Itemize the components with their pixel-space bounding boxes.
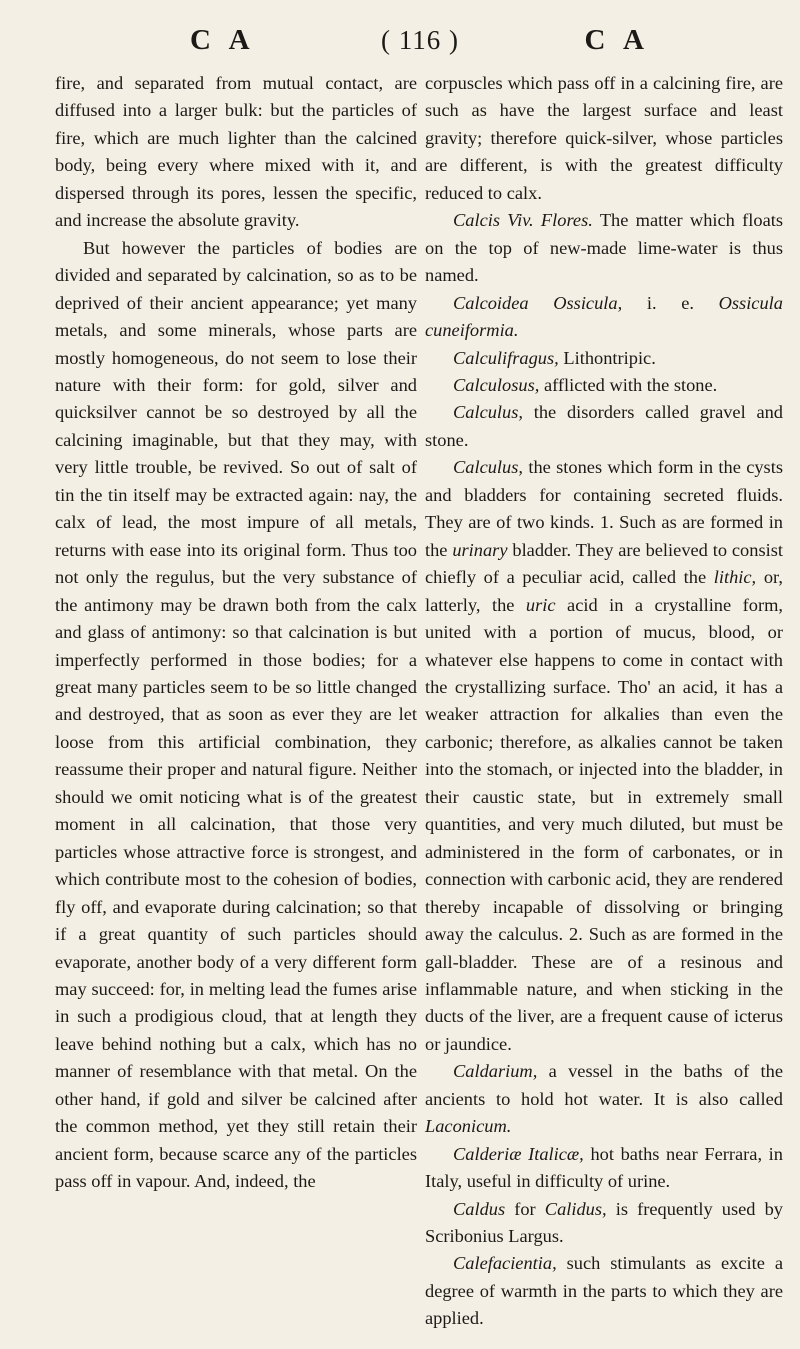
entry-term: Calcis Viv. Flores. <box>453 210 593 231</box>
entry-calcoidea: Calcoidea Ossicula, i. e. Ossicula cuneiformia. <box>425 292 783 341</box>
running-head-right: C A <box>584 23 650 56</box>
right-paragraph-continuation: corpuscles which pass off in a calcining fire, are such as have the largest surface and least gravity; therefore quick-silver, whose particles are different, is with the greatest difficulty reduced to calx. <box>425 73 783 203</box>
entry-calefacientia: Calefacientia, such stimulants as excite a degree of warmth in the parts to which they are applied. <box>425 1253 783 1329</box>
entry-term: Calculifragus, <box>453 347 559 368</box>
entry-caldarium: Caldarium, a vessel in the baths of the ancients to hold hot water. It is also called Laconicum. <box>425 1061 783 1137</box>
entry-term: Calderiæ Italicæ, <box>453 1143 584 1164</box>
entry-calculus-gravel: Calculus, the disorders called gravel and stone. <box>425 402 783 450</box>
left-paragraph-continuation: fire, and separated from mutual contact, are diffused into a larger bulk: but the particles of fire, which are much lighter than the calcined body, being every where mixed with it, and dispersed through its pores, lessen the specific, and increase the absolute gravity. <box>55 73 417 231</box>
entry-term: Calefacientia, <box>453 1253 557 1274</box>
running-head-left: C A <box>190 23 256 56</box>
entry-term: Calculus, <box>453 457 523 478</box>
entry-term: Calcoidea Ossicula, <box>453 292 623 313</box>
entry-term: Calculus, <box>453 402 523 423</box>
entry-caldus: Caldus for Calidus, is frequently used by Scribonius Largus. <box>425 1198 783 1247</box>
entry-calculus-stones: Calculus, the stones which form in the cysts and bladders for containing secreted fluids. They are of two kinds. 1. Such as are formed in the urinary bladder. They are believed to consist chiefly of a peculiar acid, called the lithic, or, latterly, the uric acid in a crystalline form, united with a portion of mucus, blood, or whatever else happens to come in contact with the crystallizing surface. Tho' an acid, it has a weaker attraction for alkalies than even the carbonic; therefore, as alkalies cannot be taken into the stomach, or injected into the bladder, in their caustic state, but in extremely small quantities, and very much diluted, but must be administered in the form of carbonates, or in connection with carbonic acid, they are rendered thereby incapable of dissolving or bringing away the calculus. 2. Such as are formed in the gall-bladder. These are of a resinous and inflammable nature, and when sticking in the ducts of the liver, are a frequent cause of icterus or jaundice. <box>425 457 783 1054</box>
right-column <box>425 70 783 1333</box>
entry-calderiae-italicae: Calderiæ Italicæ, hot baths near Ferrara, in Italy, useful in difficulty of urine. <box>425 1143 783 1192</box>
entry-term: Caldarium, <box>453 1061 538 1082</box>
entry-calculosus: Calculosus, afflicted with the stone. <box>453 374 718 395</box>
entry-term: Caldus <box>453 1198 506 1219</box>
entry-term: Calculosus, <box>453 374 540 395</box>
left-paragraph-calcination: But however the particles of bodies are divided and separated by calcination, so as to be deprived of their ancient appearance; yet many metals, and some minerals, whose parts are mostly homogeneous, do not seem to lose their nature with their form: for gold, silver and quicksilver cannot be so destroyed by all the calcining imaginable, but that they may, with very little trouble, be revived. So out of salt of tin the tin itself may be extracted again: nay, the calx of lead, the most impure of all metals, returns with ease into its original form. Thus too not only the regulus, but the very substance of the antimony may be drawn both from the calx and glass of antimony: so that calcination is but imperfectly performed in those bodies; for a great many particles seem to be so little changed and destroyed, that as soon as ever they are let loose from this artificial combination, they reassume their proper and natural figure. Neither should we omit noticing what is of the greatest moment in all calcination, that those very particles whose attractive force is strongest, and which contribute most to the cohesion of bodies, fly off, and evaporate during calcination; so that if a great quantity of such particles should evaporate, another body of a very different form may succeed: for, in melting lead the fumes arise in such a prodigious cloud, that at length they leave behind nothing but a calx, which has no manner of resemblance with that metal. On the other hand, if gold and silver be calcined after the common method, yet they still retain their ancient form, because scarce any of the particles pass off in vapour. And, indeed, the <box>55 237 417 1192</box>
entry-calcis-viv-flores: Calcis Viv. Flores. The matter which floats on the top of new-made lime-water is thus named. <box>425 210 784 286</box>
page-number: ( 116 ) <box>381 24 459 55</box>
running-header <box>190 18 650 62</box>
entry-calculifragus: Calculifragus, Lithontripic. <box>453 347 656 368</box>
left-column <box>55 70 417 1196</box>
